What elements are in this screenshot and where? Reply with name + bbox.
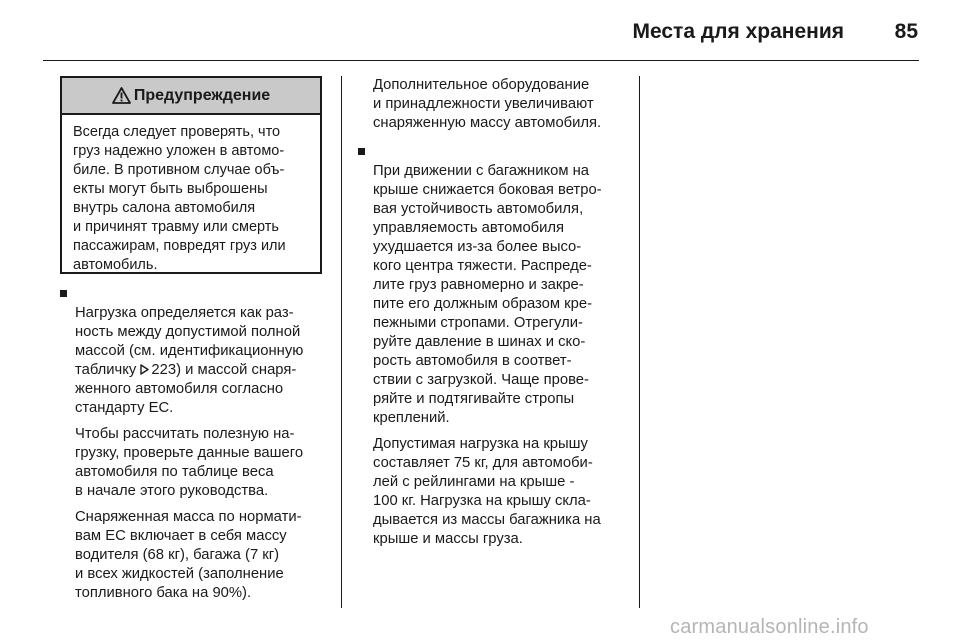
- paragraph-curb-weight: Снаряженная масса по нормати- вам ЕС включает в себя массу водителя (68 кг), багажа (7 кг) и всех жидкостей (заполнение топливного бака на 90%).: [75, 509, 302, 601]
- bullet-item-roof-rack: [358, 143, 638, 428]
- warning-triangle-icon: [112, 87, 131, 104]
- column-divider-left: [341, 76, 342, 608]
- page-reference-link[interactable]: 223: [151, 362, 177, 378]
- warning-text: Всегда следует проверять, что груз надежно уложен в автомо- биле. В противном случае объ- екты могут быть выброшены внутрь салона автомобиля и причинят травму или смерть пассажирам, повредят груз или автомобиль.: [73, 124, 286, 273]
- bullet-marker: [358, 148, 365, 155]
- bullet-text-part1: Нагрузка определяется как раз- ность между допустимой полной массой (см. идентификационную табличку: [75, 305, 304, 378]
- bullet-text: При движении с багажником на крыше снижается боковая ветро- вая устойчивость автомобиля, управляемость автомобиля ухудшается из-за более высо- кого центра тяжести. Распреде- лите груз равномерно и закре- пите его должным образом кре- пежными стропами. Отрегули- руйте давление в шинах и ско- рость автомобиля в соответ- ствии с загрузкой. Чаще прове- ряйте и подтягивайте стропы креплений.: [373, 163, 602, 426]
- watermark: carmanualsonline.info: [670, 616, 869, 638]
- page-reference-arrow-icon: [140, 364, 149, 375]
- header-divider: [43, 60, 919, 61]
- warning-header: [62, 78, 320, 115]
- warning-title: Предупреждение: [133, 86, 271, 104]
- paragraph-payload: Чтобы рассчитать полезную на- грузку, проверьте данные вашего автомобиля по таблице веса в начале этого руководства.: [75, 426, 304, 499]
- paragraph-continuation: Дополнительное оборудование и принадлежности увеличивают снаряженную массу автомобиля.: [373, 77, 602, 131]
- left-column: [60, 285, 335, 603]
- paragraph-roof-load: Допустимая нагрузка на крышу составляет 75 кг, для автомоби- лей с рейлингами на крыше - 100 кг. Нагрузка на крышу скла- дывается из массы багажника на крыше и массы груза.: [373, 436, 601, 547]
- bullet-text-part2: ) и массой снаря- женного автомобиля согласно стандарту ЕС.: [75, 362, 297, 416]
- page-number: 85: [894, 20, 918, 43]
- bullet-item-load: [60, 285, 335, 418]
- bullet-marker: [60, 290, 67, 297]
- page-title: Места для хранения: [632, 20, 844, 43]
- column-divider-right: [639, 76, 640, 608]
- warning-box: [60, 76, 322, 274]
- right-column: [358, 76, 638, 549]
